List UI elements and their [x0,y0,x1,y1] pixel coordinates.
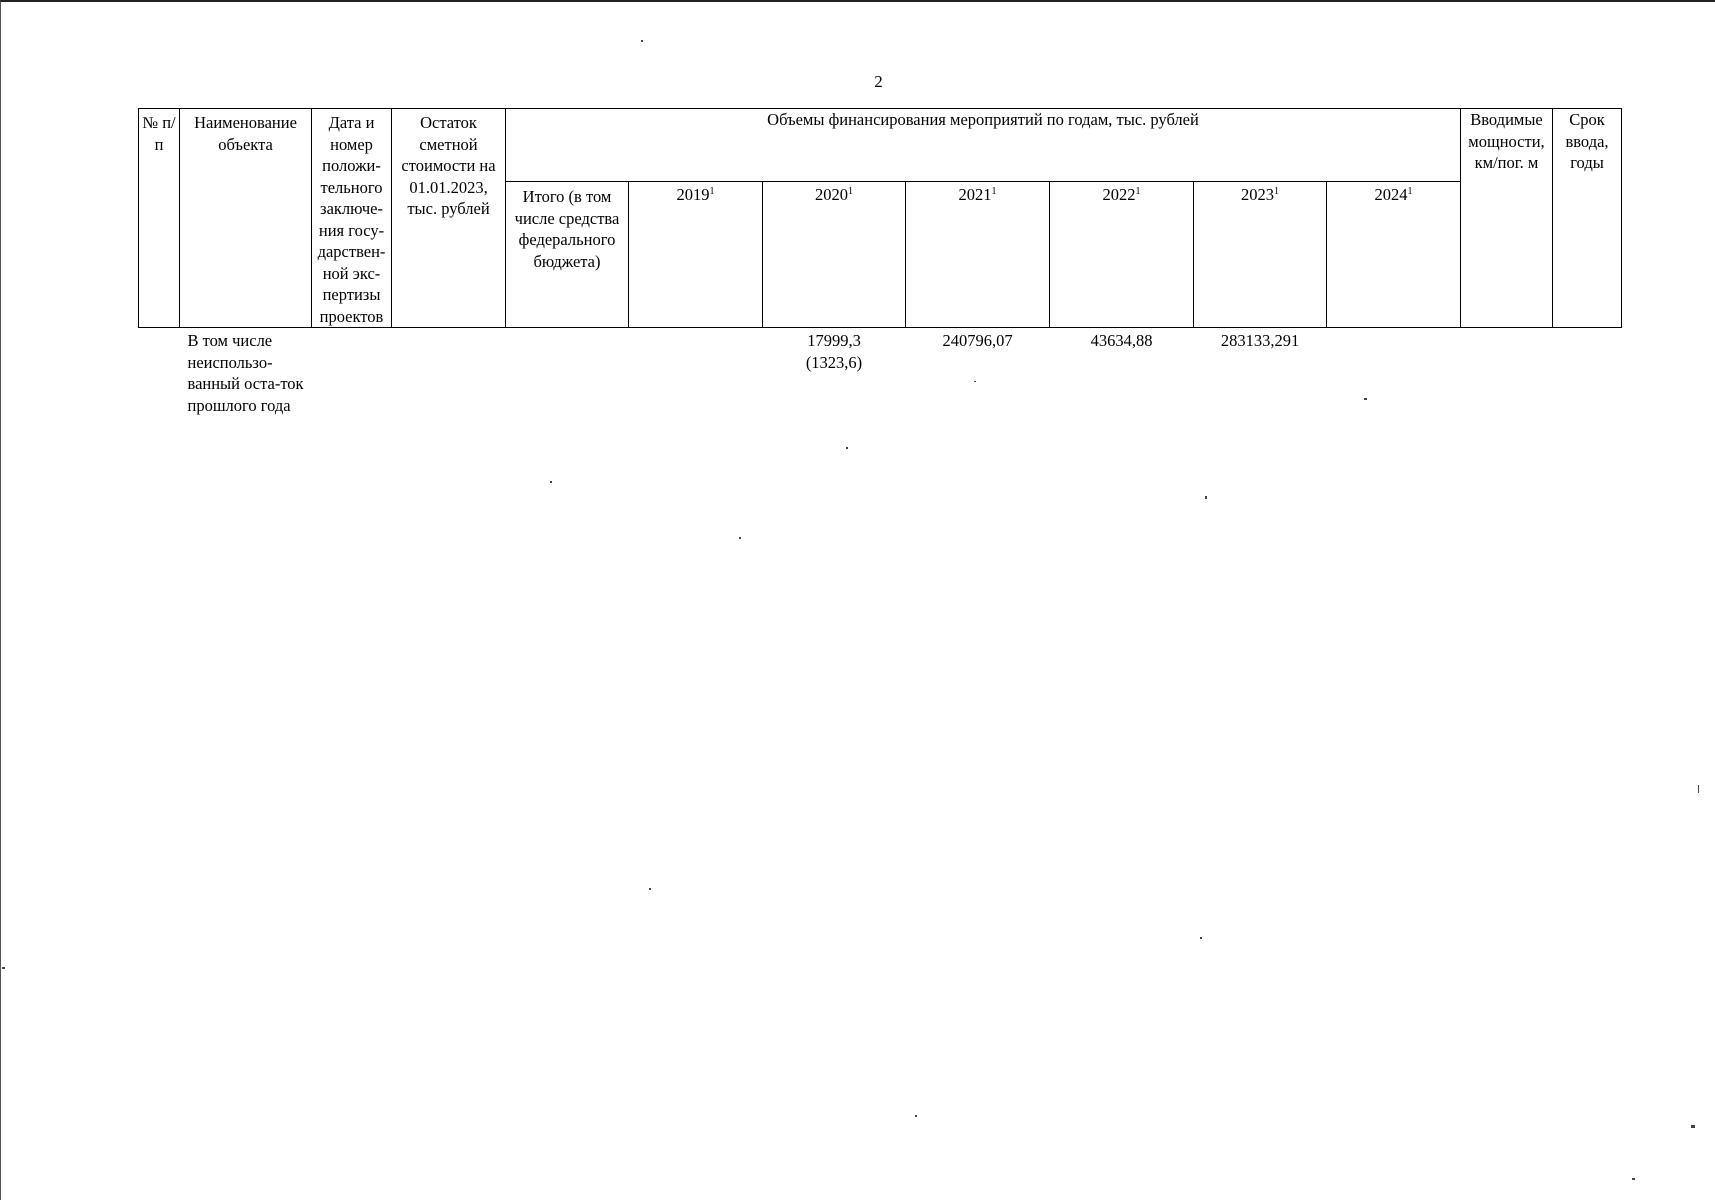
cell-year-2022: 43634,88 [1090,331,1153,350]
year-label: 2019 [676,185,710,204]
scan-speck [649,888,651,890]
scan-speck [1364,398,1367,400]
header-financing-group: Объемы финансирования мероприятий по годам, тыс. рублей [506,109,1461,182]
table-row [139,328,1622,417]
value-2020-federal: (1323,6) [805,352,863,372]
scan-speck [974,381,976,382]
scan-speck [550,481,552,483]
page-number: 2 [874,72,883,91]
year-footnote: 1 [1407,186,1413,197]
year-label: 2020 [815,185,848,204]
scan-speck [1205,496,1207,499]
value-2020: 17999,3 [807,331,861,350]
cell-num [139,328,180,417]
scan-speck [641,40,643,42]
cell-year-2024 [1327,328,1461,417]
scan-speck [2,967,5,969]
cell-year-2023: 283133,291 [1220,331,1300,350]
scan-speck [915,1115,917,1117]
cell-object-name: В том числе неиспользо-ванный оста-ток прошлого года [187,331,304,415]
header-year-2021 [906,182,1050,328]
header-year-2019 [629,182,763,328]
year-label: 2023 [1241,185,1274,204]
year-footnote: 1 [1135,186,1141,197]
cell-capacity [1461,328,1553,417]
scan-speck [1200,937,1202,939]
scan-speck [1691,1125,1695,1128]
cell-remaining-cost [392,328,506,417]
header-year-2020 [763,182,906,328]
header-year-2023 [1194,182,1327,328]
cell-total [506,328,629,417]
header-remaining-cost [392,109,506,328]
scan-speck [1698,785,1699,793]
header-expertise-date: Дата и номер положи-тельного заключе-ния госу-дарствен-ной экс-пертизы проектов [312,109,392,328]
year-label: 2024 [1374,185,1408,204]
header-object-name: Наименование объекта [180,109,312,328]
cell-year-2020 [763,328,906,417]
scan-speck [846,447,848,449]
scan-speck [1632,1178,1635,1180]
cell-deadline [1553,328,1622,417]
financing-table [138,108,1622,416]
header-remaining-cost-text: Остаток сметной стоимости на 01.01.2023, тыс. рублей [401,113,496,218]
cell-year-2019 [629,328,763,417]
table-header-row [139,109,1622,182]
scan-speck [739,537,741,539]
header-deadline: Срок ввода, годы [1553,109,1622,328]
year-label: 2021 [958,185,992,204]
header-year-2024 [1327,182,1461,328]
year-footnote: 1 [848,186,853,197]
header-capacity: Вводимые мощности, км/пог. м [1461,109,1553,328]
cell-expertise-date [312,328,392,417]
year-footnote: 1 [991,186,997,197]
year-footnote: 1 [709,186,715,197]
year-label: 2022 [1102,185,1136,204]
header-total: Итого (в том числе средства федерального бюджета) [506,182,629,328]
header-year-2022 [1050,182,1194,328]
year-footnote: 1 [1274,186,1279,197]
header-num: № п/п [139,109,180,328]
cell-year-2021: 240796,07 [942,331,1013,350]
